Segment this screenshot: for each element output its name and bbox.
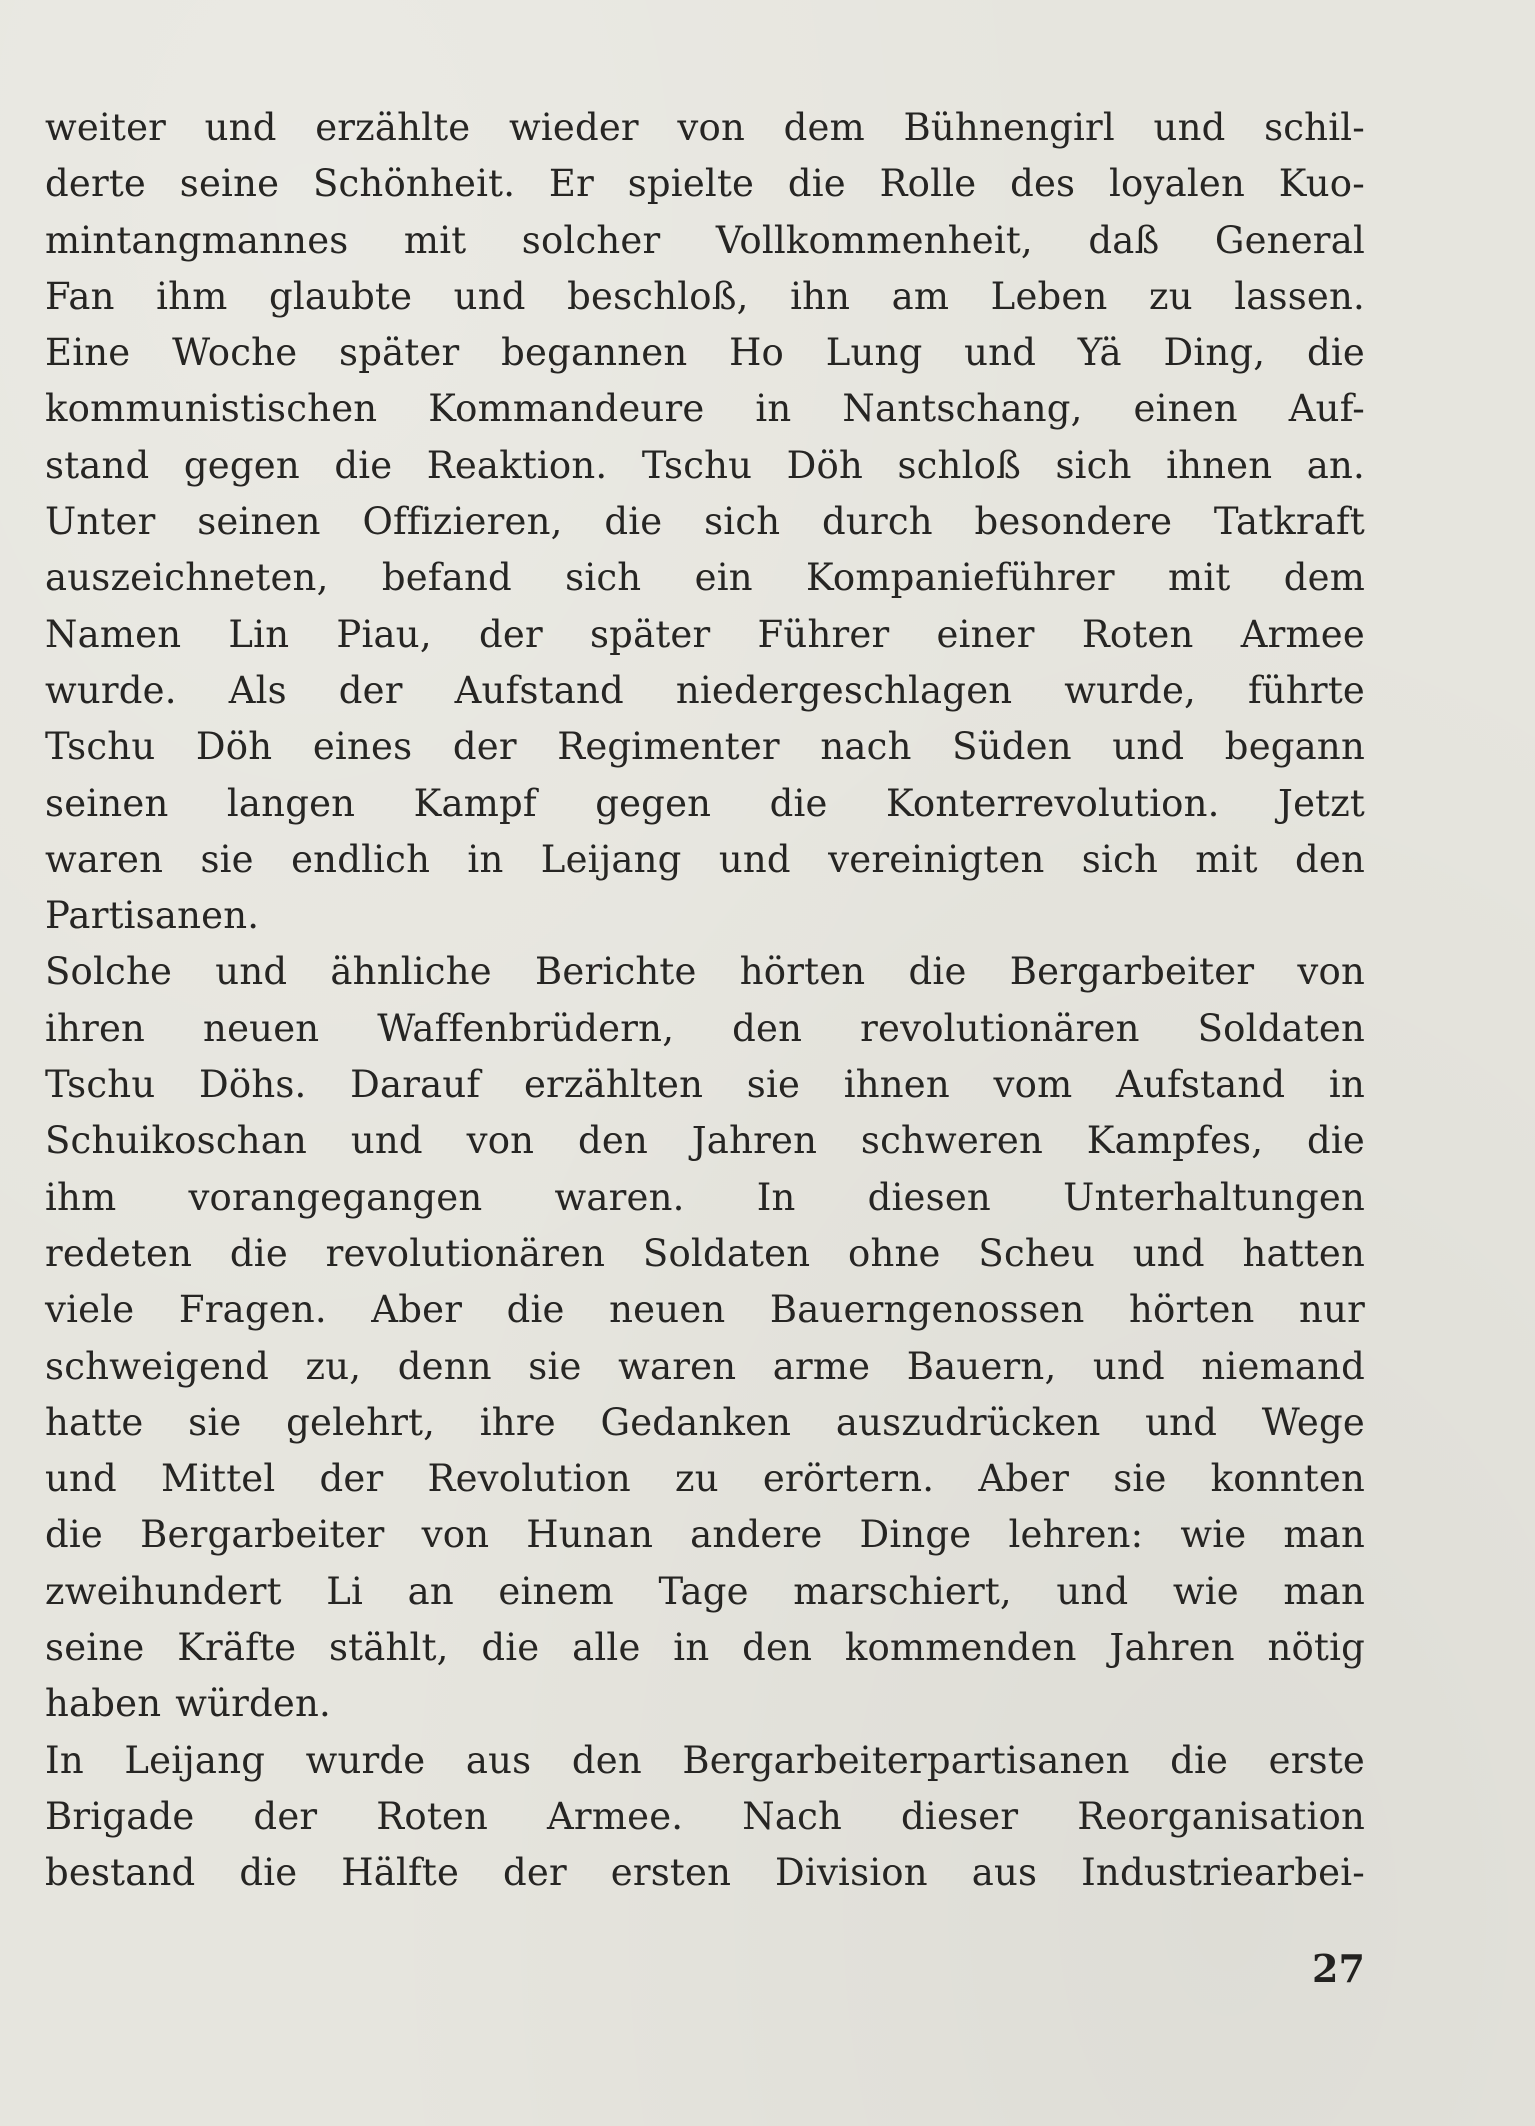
text-line: waren sie endlich in Leijang und vereinigten sich mit den [45, 837, 1365, 881]
text-line: wurde. Als der Aufstand niedergeschlagen wurde, führte [45, 668, 1365, 712]
text-line: Solche und ähnliche Berichte hörten die Bergarbeiter von [45, 950, 1365, 994]
text-line: zweihundert Li an einem Tage marschiert, und wie man [45, 1569, 1365, 1613]
text-line: stand gegen die Reaktion. Tschu Döh schloß sich ihnen an. [45, 443, 1365, 487]
text-line: seinen langen Kampf gegen die Konterrevolution. Jetzt [45, 781, 1365, 825]
text-line: seine Kräfte stählt, die alle in den kommenden Jahren nötig [45, 1626, 1365, 1670]
text-line: Eine Woche später begannen Ho Lung und Yä Ding, die [45, 331, 1365, 375]
text-line: Namen Lin Piau, der später Führer einer Roten Armee [45, 612, 1365, 656]
text-line: Schuikoschan und von den Jahren schweren Kampfes, die [45, 1119, 1365, 1163]
body-text [45, 100, 1365, 1902]
text-line: ihm vorangegangen waren. In diesen Unterhaltungen [45, 1175, 1365, 1219]
text-line: haben würden. [45, 1682, 332, 1726]
text-line: kommunistischen Kommandeure in Nantschang, einen Auf- [45, 387, 1365, 431]
text-line: viele Fragen. Aber die neuen Bauerngenossen hörten nur [45, 1288, 1365, 1332]
text-line: Brigade der Roten Armee. Nach dieser Reorganisation [45, 1794, 1365, 1838]
text-line: mintangmannes mit solcher Vollkommenheit, daß General [45, 218, 1365, 262]
text-line: Tschu Döhs. Darauf erzählten sie ihnen vom Aufstand in [45, 1063, 1365, 1107]
text-line: Fan ihm glaubte und beschloß, ihn am Leben zu lassen. [45, 274, 1365, 318]
text-line: hatte sie gelehrt, ihre Gedanken auszudrücken und Wege [45, 1400, 1365, 1444]
text-line: die Bergarbeiter von Hunan andere Dinge lehren: wie man [45, 1513, 1365, 1557]
text-line: ihren neuen Waffenbrüdern, den revolutionären Soldaten [45, 1006, 1365, 1050]
text-line: Unter seinen Offizieren, die sich durch besondere Tatkraft [45, 500, 1365, 544]
text-line: In Leijang wurde aus den Bergarbeiterpartisanen die erste [45, 1738, 1365, 1782]
text-line: bestand die Hälfte der ersten Division aus Industriearbei- [45, 1851, 1365, 1895]
text-line: und Mittel der Revolution zu erörtern. Aber sie konnten [45, 1457, 1365, 1501]
text-line: weiter und erzählte wieder von dem Bühnengirl und schil- [45, 106, 1365, 149]
text-line: auszeichneten, befand sich ein Kompanieführer mit dem [45, 556, 1365, 600]
text-line: redeten die revolutionären Soldaten ohne Scheu und hatten [45, 1231, 1365, 1275]
page-number: 27 [1312, 1946, 1365, 1991]
text-line: Tschu Döh eines der Regimenter nach Süden und begann [45, 725, 1365, 769]
text-line: Partisanen. [45, 894, 260, 938]
text-line: derte seine Schönheit. Er spielte die Rolle des loyalen Kuo- [45, 162, 1365, 206]
text-line: schweigend zu, denn sie waren arme Bauern, und niemand [45, 1344, 1365, 1388]
